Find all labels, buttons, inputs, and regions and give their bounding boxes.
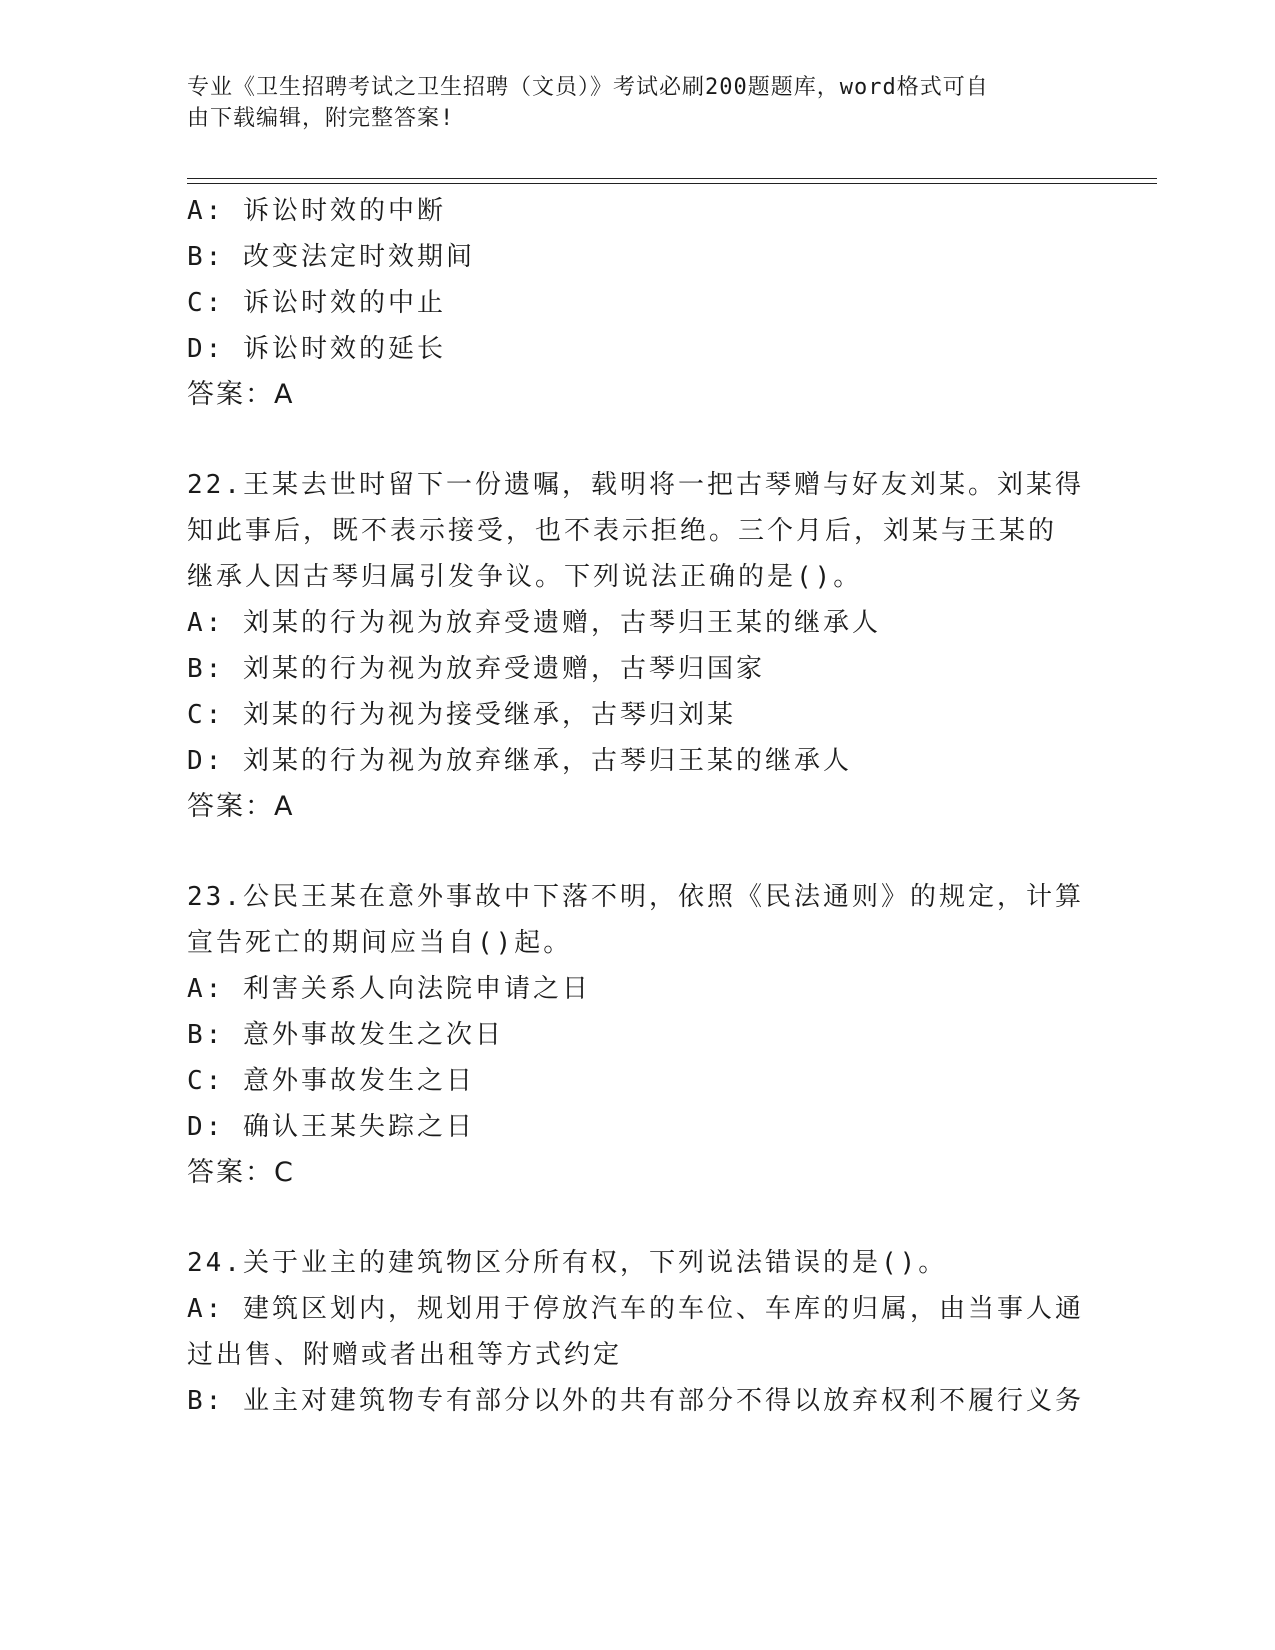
- question-text-line: 宣告死亡的期间应当自()起。: [187, 928, 573, 958]
- option-d: D: 刘某的行为视为放弃继承，古琴归王某的继承人: [187, 746, 852, 776]
- option-b: B: 改变法定时效期间: [187, 242, 475, 272]
- option-a-continued: 过出售、附赠或者出租等方式约定: [187, 1340, 623, 1370]
- question-text-line: 知此事后，既不表示接受，也不表示拒绝。三个月后，刘某与王某的: [187, 516, 1058, 546]
- question-21: [187, 188, 1067, 418]
- document-header: [187, 72, 1067, 134]
- option-a: A: 刘某的行为视为放弃受遗赠，古琴归王某的继承人: [187, 608, 881, 638]
- option-d: D: 确认王某失踪之日: [187, 1112, 475, 1142]
- header-line-2: 由下载编辑，附完整答案!: [187, 106, 455, 131]
- question-23: [187, 874, 1084, 1196]
- option-a: A: 利害关系人向法院申请之日: [187, 974, 591, 1004]
- question-content: [187, 188, 1084, 1424]
- header-line-1: 专业《卫生招聘考试之卫生招聘（文员）》考试必刷200题题库，word格式可自: [187, 75, 989, 100]
- option-a: A: 建筑区划内，规划用于停放汽车的车位、车库的归属，由当事人通: [187, 1294, 1084, 1324]
- option-c: C: 刘某的行为视为接受继承，古琴归刘某: [187, 700, 736, 730]
- question-text-line: 23.公民王某在意外事故中下落不明，依照《民法通则》的规定，计算: [187, 882, 1084, 912]
- question-text-line: 继承人因古琴归属引发争议。下列说法正确的是()。: [187, 562, 863, 592]
- option-b: B: 意外事故发生之次日: [187, 1020, 504, 1050]
- option-a: A: 诉讼时效的中断: [187, 196, 446, 226]
- answer: 答案：A: [187, 379, 295, 410]
- question-24: [187, 1240, 1084, 1424]
- answer: 答案：C: [187, 1157, 295, 1188]
- option-d: D: 诉讼时效的延长: [187, 334, 446, 364]
- option-c: C: 意外事故发生之日: [187, 1066, 475, 1096]
- question-text-line: 24.关于业主的建筑物区分所有权，下列说法错误的是()。: [187, 1248, 948, 1278]
- header-divider-top: [187, 178, 1157, 179]
- option-b: B: 业主对建筑物专有部分以外的共有部分不得以放弃权利不履行义务: [187, 1386, 1084, 1416]
- answer: 答案：A: [187, 791, 295, 822]
- question-22: [187, 462, 1084, 830]
- header-divider-bottom: [187, 183, 1157, 184]
- option-b: B: 刘某的行为视为放弃受遗赠，古琴归国家: [187, 654, 765, 684]
- option-c: C: 诉讼时效的中止: [187, 288, 446, 318]
- question-text-line: 22.王某去世时留下一份遗嘱，载明将一把古琴赠与好友刘某。刘某得: [187, 470, 1084, 500]
